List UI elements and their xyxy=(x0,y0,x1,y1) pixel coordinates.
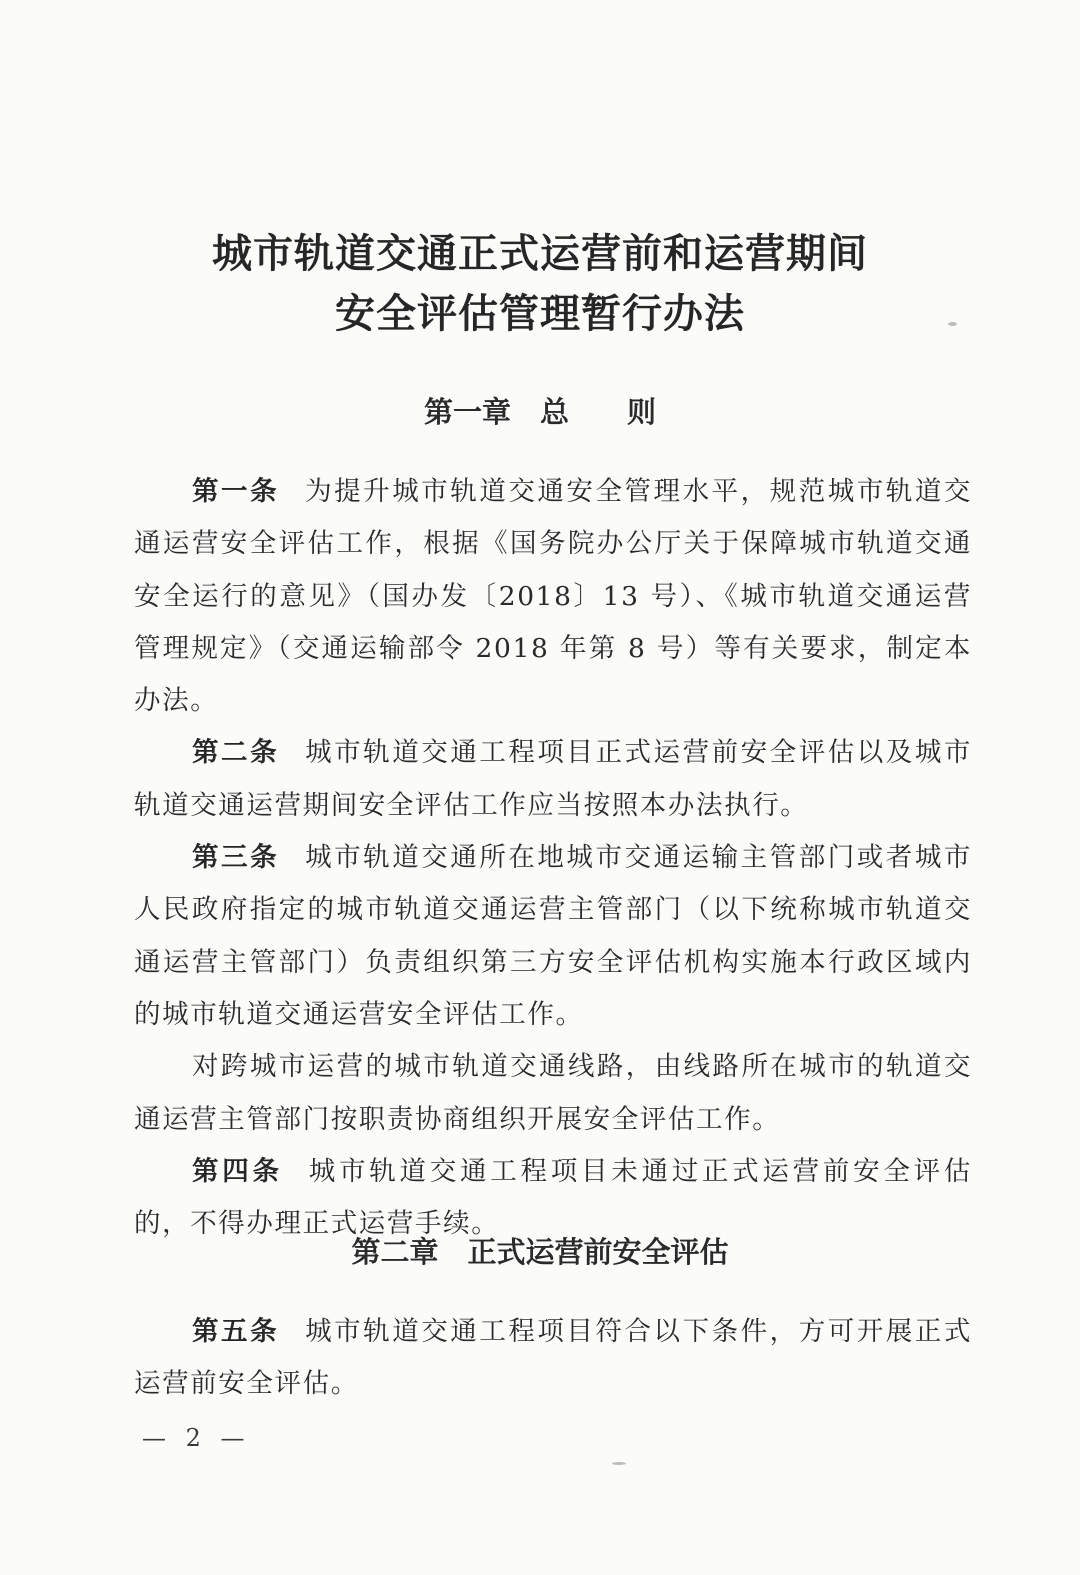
title-line-2: 安全评估管理暂行办法 xyxy=(335,291,745,337)
article-label: 第二条 xyxy=(192,737,280,769)
article-text: 城市轨道交通工程项目未通过正式运营前安全评估的，不得办理正式运营手续。 xyxy=(134,1155,972,1240)
article-5 xyxy=(134,1306,972,1411)
chapter-1-body xyxy=(134,466,972,1250)
article-text: 为提升城市轨道交通安全管理水平，规范城市轨道交通运营安全评估工作，根据《国务院办公厅关于保障城市轨道交通安全运行的意见》（国办发〔2018〕13 号）、《城市轨道交通运营管理规定》（交通运输部令 2018 年第 8 号）等有关要求，制定本办法。 xyxy=(134,476,972,717)
scan-speck xyxy=(612,1462,626,1465)
chapter-2-body xyxy=(134,1306,972,1411)
article-text: 城市轨道交通工程项目正式运营前安全评估以及城市轨道交通运营期间安全评估工作应当按照本办法执行。 xyxy=(134,737,972,821)
title-line-1: 城市轨道交通正式运营前和运营期间 xyxy=(212,231,868,277)
article-text: 城市轨道交通工程项目符合以下条件，方可开展正式运营前安全评估。 xyxy=(134,1316,972,1400)
article-text: 对跨城市运营的城市轨道交通线路，由线路所在城市的轨道交通运营主管部门按职责协商组织开展安全评估工作。 xyxy=(134,1051,972,1135)
article-label: 第五条 xyxy=(192,1316,280,1347)
article-text: 城市轨道交通所在地城市交通运输主管部门或者城市人民政府指定的城市轨道交通运营主管部门（以下统称城市轨道交通运营主管部门）负责组织第三方安全评估机构实施本行政区域内的城市轨道交通运营安全评估工作。 xyxy=(134,842,972,1030)
chapter-2-heading: 第二章 正式运营前安全评估 xyxy=(351,1235,729,1269)
article-label: 第一条 xyxy=(192,476,280,507)
article-label: 第三条 xyxy=(192,842,280,874)
page-number: — 2 — xyxy=(142,1424,251,1452)
article-3 xyxy=(134,832,972,1041)
article-label: 第四条 xyxy=(192,1155,283,1187)
article-2 xyxy=(134,727,972,832)
chapter-1-heading: 第一章 总 则 xyxy=(423,395,656,429)
document-title xyxy=(0,224,1080,344)
article-3-paragraph-2 xyxy=(134,1041,972,1146)
article-1 xyxy=(134,466,972,727)
